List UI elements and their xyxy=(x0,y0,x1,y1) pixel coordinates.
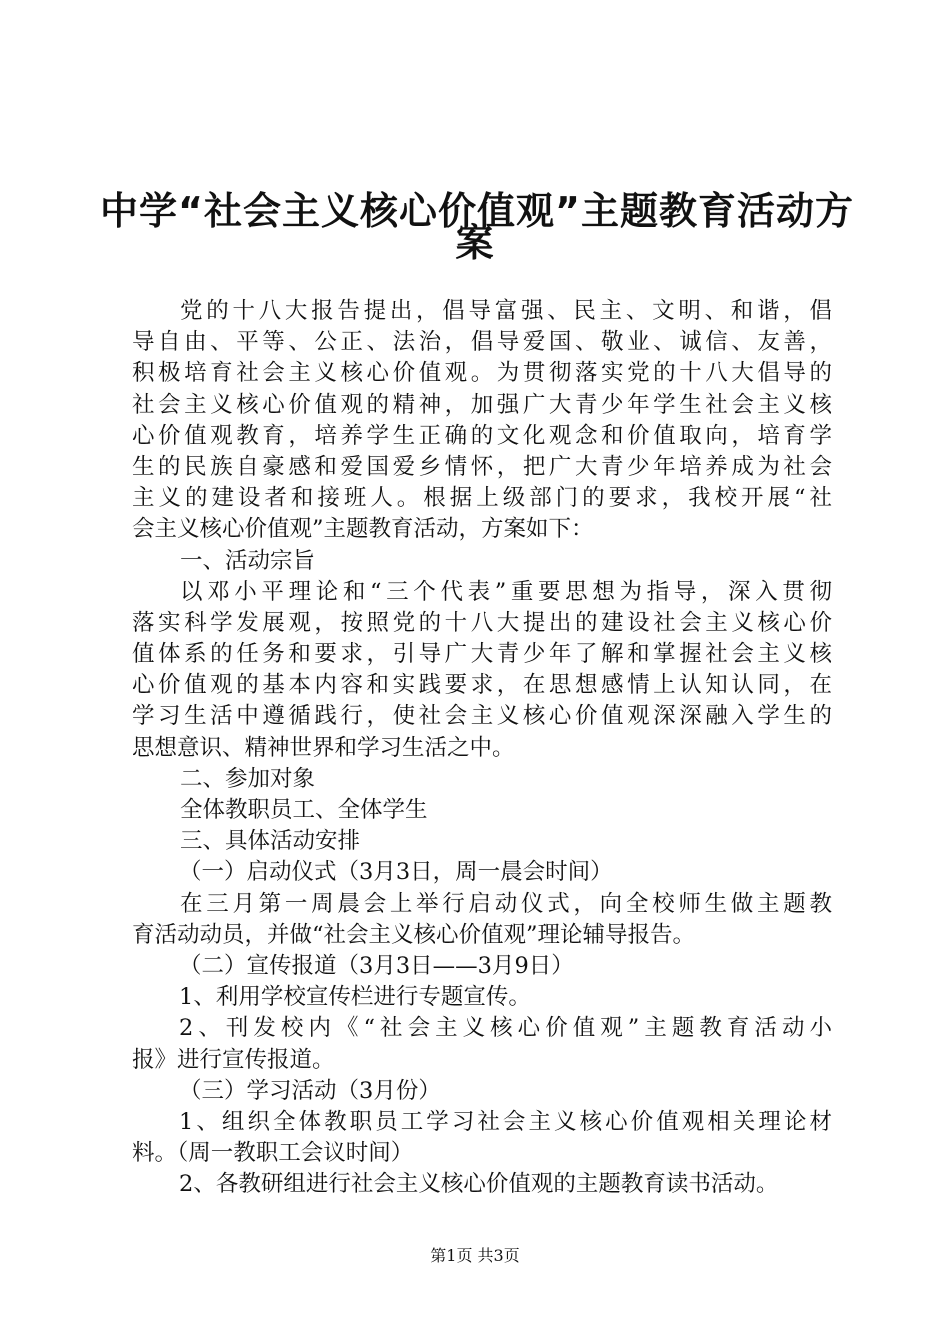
body-line: 生的民族自豪感和爱国爱乡情怀，把广大青少年培养成为社会 xyxy=(132,453,832,480)
body-line: （一）启动仪式（3月3日，周一晨会时间） xyxy=(179,859,613,886)
body-line: 落实科学发展观，按照党的十八大提出的建设社会主义核心价 xyxy=(132,609,832,636)
body-line: （三）学习活动（3月份） xyxy=(179,1077,441,1104)
body-line: 报》进行宣传报道。 xyxy=(132,1046,335,1073)
page-footer: 第1页 共3页 xyxy=(430,1246,520,1265)
body-line: 值体系的任务和要求，引导广大青少年了解和掌握社会主义核 xyxy=(132,641,832,668)
body-line: 学习生活中遵循践行，使社会主义核心价值观深深融入学生的 xyxy=(132,703,832,730)
document-title-line-2: 案 xyxy=(455,221,495,265)
body-line: 主义的建设者和接班人。根据上级部门的要求，我校开展“社 xyxy=(132,485,832,512)
body-line: （二）宣传报道（3月3日——3月9日） xyxy=(179,952,574,979)
body-line: 积极培育社会主义核心价值观。为贯彻落实党的十八大倡导的 xyxy=(132,360,832,387)
body-line: 社会主义核心价值观的精神，加强广大青少年学生社会主义核 xyxy=(132,391,832,418)
body-line: 会主义核心价值观”主题教育活动，方案如下： xyxy=(132,516,594,543)
body-line: 二、参加对象 xyxy=(180,765,316,792)
body-line: 思想意识、精神世界和学习生活之中。 xyxy=(132,734,515,761)
body-line: 三、具体活动安排 xyxy=(180,828,361,855)
body-line: 1、利用学校宣传栏进行专题宣传。 xyxy=(179,984,531,1011)
body-line: 2、各教研组进行社会主义核心价值观的主题教育读书活动。 xyxy=(179,1171,779,1198)
document-title-line-1: 中学“社会主义核心价值观”主题教育活动方 xyxy=(100,189,854,233)
body-line: 以邓小平理论和“三个代表”重要思想为指导，深入贯彻 xyxy=(180,578,832,605)
document-body xyxy=(132,296,832,1200)
body-line: 1、组织全体教职员工学习社会主义核心价值观相关理论材 xyxy=(179,1108,832,1135)
body-line: 料。（周一教职工会议时间） xyxy=(132,1140,414,1167)
body-line: 导自由、平等、公正、法治，倡导爱国、敬业、诚信、友善， xyxy=(132,329,832,356)
body-line: 党的十八大报告提出，倡导富强、民主、文明、和谐，倡 xyxy=(180,298,832,324)
body-line: 育活动动员，并做“社会主义核心价值观”理论辅导报告。 xyxy=(132,921,696,948)
body-line: 一、活动宗旨 xyxy=(180,547,316,574)
body-line: 在三月第一周晨会上举行启动仪式，向全校师生做主题教 xyxy=(180,890,832,917)
body-line: 心价值观教育，培养学生正确的文化观念和价值取向，培育学 xyxy=(132,422,832,449)
body-line: 2、刊发校内《“社会主义核心价值观”主题教育活动小 xyxy=(179,1015,832,1042)
body-line: 心价值观的基本内容和实践要求，在思想感情上认知认同，在 xyxy=(132,672,832,699)
body-line: 全体教职员工、全体学生 xyxy=(180,797,428,823)
